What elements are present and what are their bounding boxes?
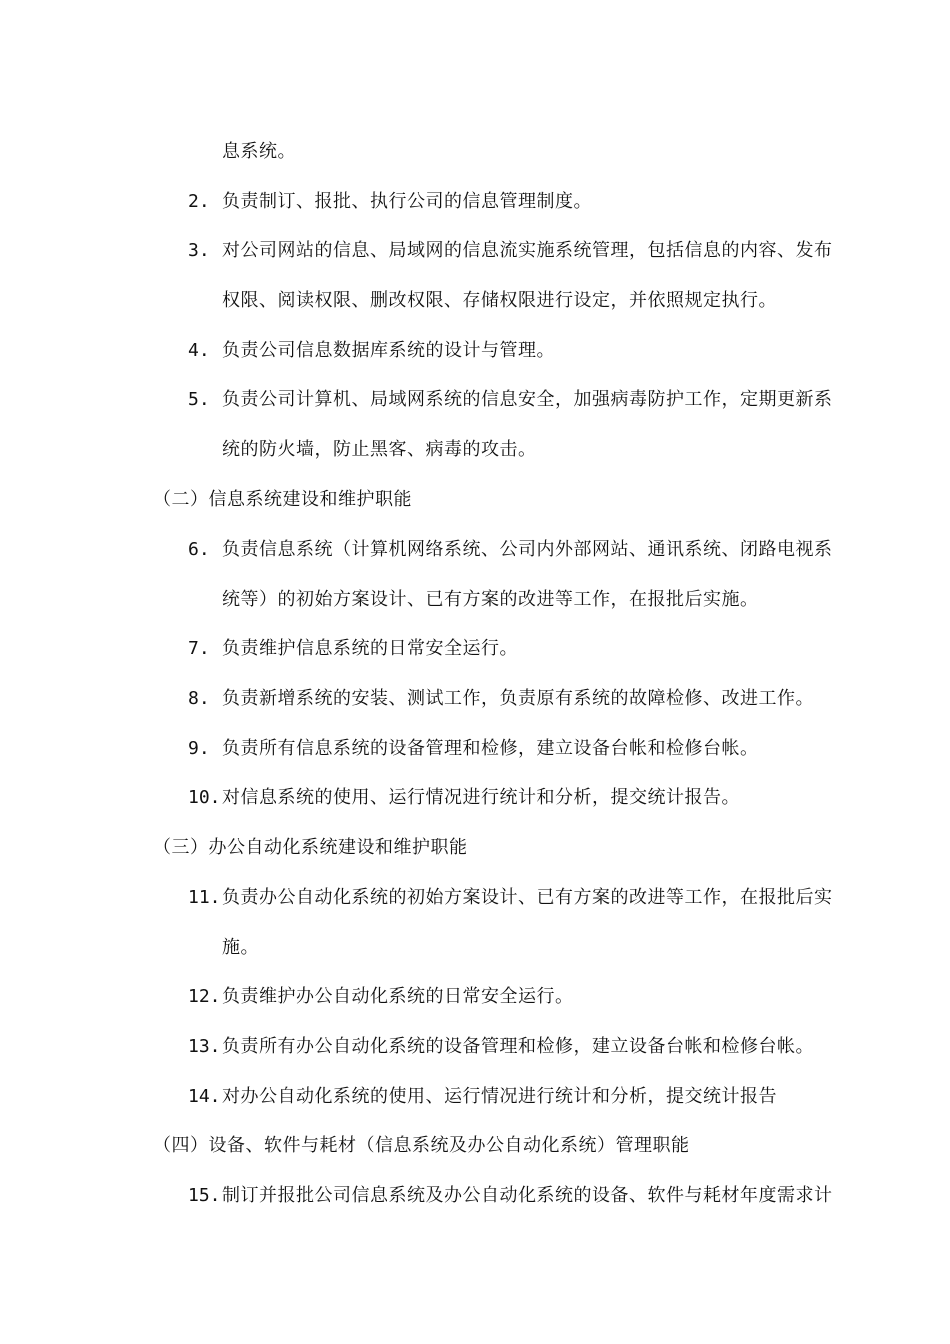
item-text-4: 负责公司信息数据库系统的设计与管理。	[222, 340, 555, 361]
item-text-5-continuation: 统的防火墙，防止黑客、病毒的攻击。	[222, 439, 537, 460]
item-text-14: 对办公自动化系统的使用、运行情况进行统计和分析，提交统计报告	[222, 1086, 777, 1107]
item-text-6-continuation: 统等）的初始方案设计、已有方案的改进等工作，在报批后实施。	[222, 589, 759, 610]
item-text-13: 负责所有办公自动化系统的设备管理和检修，建立设备台帐和检修台帐。	[222, 1036, 814, 1057]
item-number-13: 13.	[188, 1036, 221, 1057]
item-text-15: 制订并报批公司信息系统及办公自动化系统的设备、软件与耗材年度需求计	[222, 1185, 833, 1206]
item-number-15: 15.	[188, 1185, 221, 1206]
section-heading-4: （四）设备、软件与耗材（信息系统及办公自动化系统）管理职能	[153, 1135, 690, 1156]
item-number-10: 10.	[188, 787, 221, 808]
item-text-12: 负责维护办公自动化系统的日常安全运行。	[222, 986, 574, 1007]
item-text-9: 负责所有信息系统的设备管理和检修，建立设备台帐和检修台帐。	[222, 738, 759, 759]
section-heading-2: （二）信息系统建设和维护职能	[153, 489, 412, 510]
item-text-2: 负责制订、报批、执行公司的信息管理制度。	[222, 191, 592, 212]
item-number-9: 9.	[188, 738, 210, 759]
section-heading-3: （三）办公自动化系统建设和维护职能	[153, 837, 468, 858]
item-text-11: 负责办公自动化系统的初始方案设计、已有方案的改进等工作，在报批后实	[222, 887, 833, 908]
item-text-7: 负责维护信息系统的日常安全运行。	[222, 638, 518, 659]
item-number-7: 7.	[188, 638, 210, 659]
item-number-11: 11.	[188, 887, 221, 908]
item-text-3: 对公司网站的信息、局域网的信息流实施系统管理，包括信息的内容、发布	[222, 240, 833, 261]
item-text-11-continuation: 施。	[222, 937, 259, 958]
item-text-5: 负责公司计算机、局域网系统的信息安全，加强病毒防护工作，定期更新系	[222, 389, 833, 410]
item-number-8: 8.	[188, 688, 210, 709]
item-number-6: 6.	[188, 539, 210, 560]
continuation-line-1: 息系统。	[222, 141, 296, 162]
item-number-5: 5.	[188, 389, 210, 410]
item-number-4: 4.	[188, 340, 210, 361]
item-text-8: 负责新增系统的安装、测试工作，负责原有系统的故障检修、改进工作。	[222, 688, 814, 709]
item-number-3: 3.	[188, 240, 210, 261]
item-number-2: 2.	[188, 191, 210, 212]
item-text-3-continuation: 权限、阅读权限、删改权限、存储权限进行设定，并依照规定执行。	[222, 290, 777, 311]
item-number-12: 12.	[188, 986, 221, 1007]
item-text-6: 负责信息系统（计算机网络系统、公司内外部网站、通讯系统、闭路电视系	[222, 539, 833, 560]
item-text-10: 对信息系统的使用、运行情况进行统计和分析，提交统计报告。	[222, 787, 740, 808]
item-number-14: 14.	[188, 1086, 221, 1107]
